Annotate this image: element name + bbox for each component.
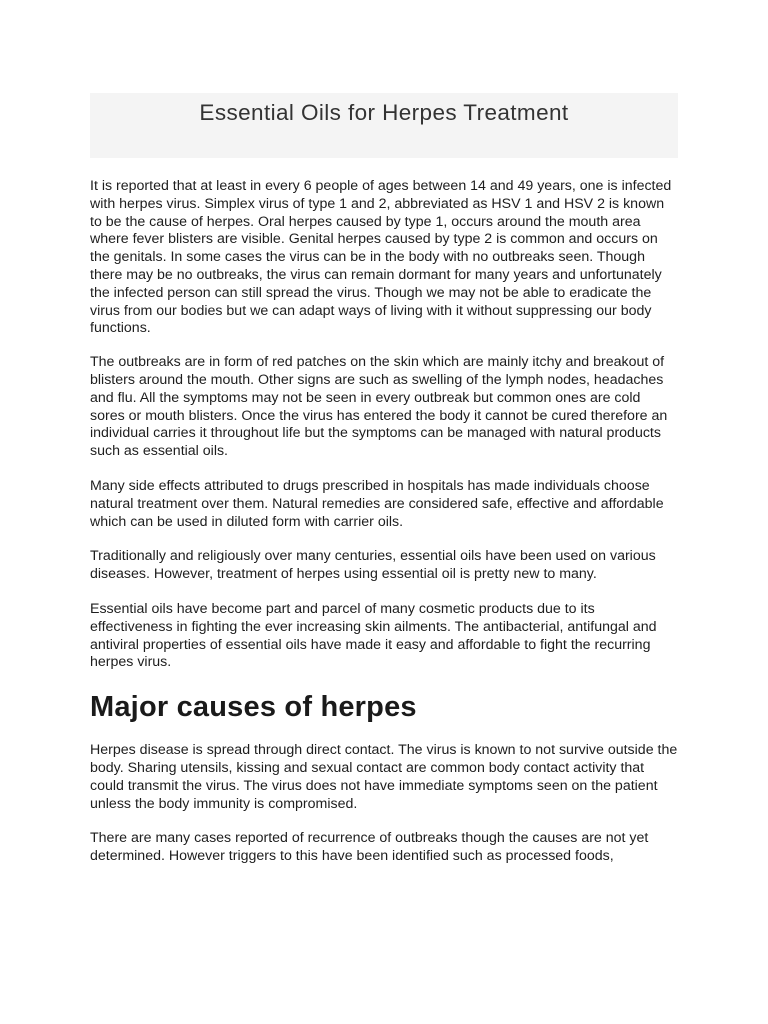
paragraph-section-1: Herpes disease is spread through direct contact. The virus is known to not survive outside the body. Sharing utensils, kissing and sexual contact are common body contact activity that could transmit the virus. The virus does not have immediate symptoms seen on the patient unless the body immunity is compromised.	[90, 742, 678, 812]
section-heading: Major causes of herpes	[90, 691, 417, 724]
paragraph-intro-1: It is reported that at least in every 6 people of ages between 14 and 49 years, one is infected with herpes virus. Simplex virus of type 1 and 2, abbreviated as HSV 1 and HSV 2 is known to be the cause of herpes. Oral herpes caused by type 1, occurs around the mouth area where fever blisters are visible. Genital herpes caused by type 2 is common and occurs on the genitals. In some cases the virus can be in the body with no outbreaks seen. Though there may be no outbreaks, the virus can remain dormant for many years and unfortunately the infected person can still spread the virus. Though we may not be able to eradicate the virus from our bodies but we can adapt ways of living with it without suppressing our body functions.	[90, 178, 672, 337]
document-title: Essential Oils for Herpes Treatment	[199, 100, 569, 125]
paragraph-intro-4: Traditionally and religiously over many centuries, essential oils have been used on various diseases. However, treatment of herpes using essential oil is pretty new to many.	[90, 548, 656, 583]
paragraph-intro-3: Many side effects attributed to drugs prescribed in hospitals has made individuals choose natural treatment over them. Natural remedies are considered safe, effective and affordable which can be used in diluted form with carrier oils.	[90, 477, 664, 530]
paragraph-intro-2: The outbreaks are in form of red patches on the skin which are mainly itchy and breakout of blisters around the mouth. Other signs are such as swelling of the lymph nodes, headaches and flu. All the symptoms may not be seen in every outbreak but common ones are cold sores or mouth blisters. Once the virus has entered the body it cannot be cured therefore an individual carries it throughout life but the symptoms can be managed with natural products such as essential oils.	[90, 354, 668, 460]
document-page	[90, 93, 678, 866]
title-banner	[90, 93, 678, 158]
paragraph-intro-5: Essential oils have become part and parcel of many cosmetic products due to its effectiveness in fighting the ever increasing skin ailments. The antibacterial, antifungal and antiviral properties of essential oils have made it easy and affordable to fight the recurring herpes virus.	[90, 600, 657, 671]
paragraph-section-2: There are many cases reported of recurrence of outbreaks though the causes are not yet determined. However triggers to this have been identified such as processed foods,	[90, 830, 649, 865]
